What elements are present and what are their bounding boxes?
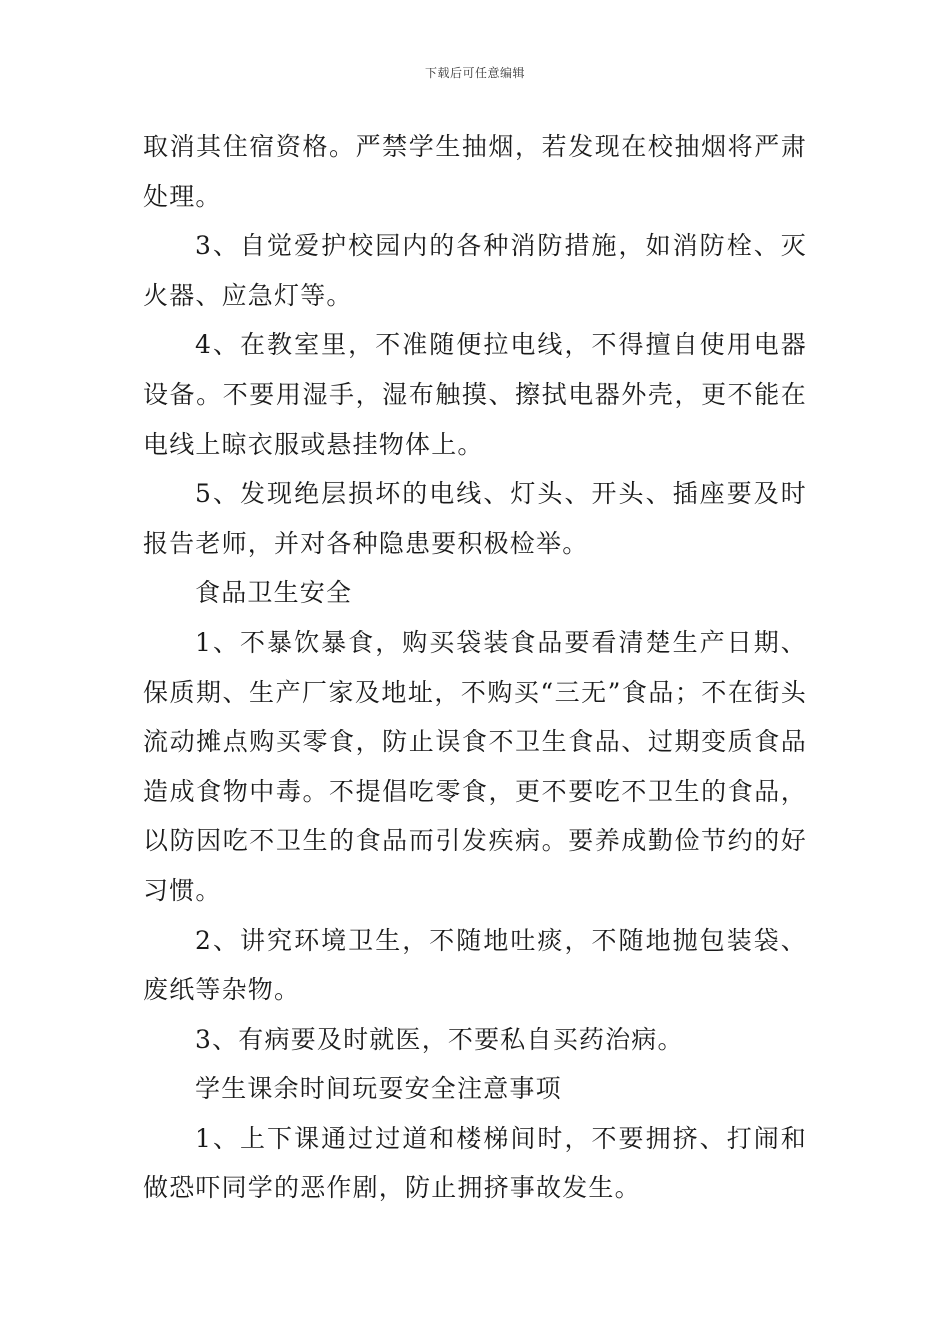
paragraph-continuation: 取消其住宿资格。严禁学生抽烟，若发现在校抽烟将严肃处理。: [143, 132, 807, 211]
page-header: 下载后可任意编辑: [424, 66, 525, 80]
paragraph-food-item-1: 1、不暴饮暴食，购买袋装食品要看清楚生产日期、保质期、生产厂家及地址，不购买“三无”食品；不在街头流动摊点购买零食，防止误食不卫生食品、过期变质食品造成食物中毒。不提倡吃零食，更不要吃不卫生的食品，以防因吃不卫生的食品而引发疾病。要养成勤俭节约的好习惯。: [143, 627, 807, 905]
paragraph-food-item-3: 3、有病要及时就医，不要私自买药治病。: [195, 1024, 684, 1054]
paragraph-recess-item-1: 1、上下课通过过道和楼梯间时，不要拥挤、打闹和做恐吓同学的恶作剧，防止拥挤事故发生。: [143, 1123, 807, 1203]
paragraph-item-4-electrical: 4、在教室里，不准随便拉电线，不得擅自使用电器设备。不要用湿手，湿布触摸、擦拭电器外壳，更不能在电线上晾衣服或悬挂物体上。: [143, 330, 807, 459]
section-heading-recess-safety: 学生课余时间玩耍安全注意事项: [195, 1074, 562, 1104]
document-body: [143, 122, 807, 1213]
section-heading-food-safety: 食品卫生安全: [195, 578, 353, 608]
paragraph-item-5-report: 5、发现绝层损坏的电线、灯头、开头、插座要及时报告老师，并对各种隐患要积极检举。: [143, 479, 807, 558]
paragraph-item-3-fire-safety: 3、自觉爱护校园内的各种消防措施，如消防栓、灭火器、应急灯等。: [143, 231, 807, 310]
paragraph-food-item-2: 2、讲究环境卫生，不随地吐痰，不随地抛包装袋、废纸等杂物。: [143, 925, 807, 1005]
